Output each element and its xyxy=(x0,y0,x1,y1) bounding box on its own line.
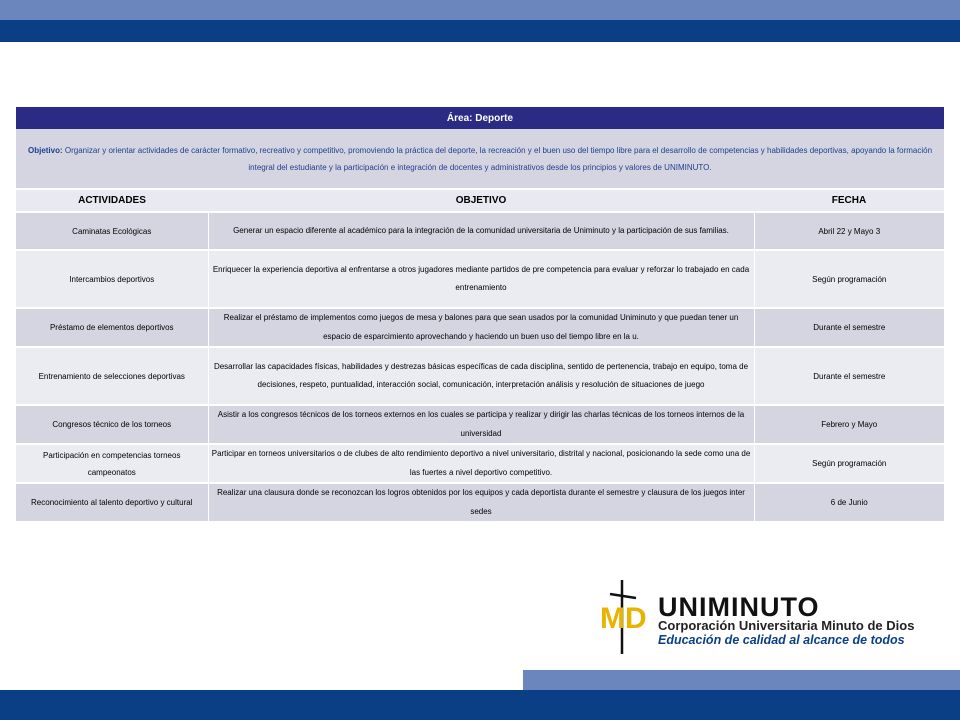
emblem-letters: MD xyxy=(600,602,647,635)
activity-cell: Participación en competencias torneos campeonatos xyxy=(16,444,208,483)
objective-label: Objetivo: xyxy=(27,145,63,155)
objective-text: Organizar y orientar actividades de carácter formativo, recreativo y competitivo, promoviendo la práctica del deporte, la recreación y el buen uso del tiempo libre para el desarrollo de competencias y habilidades deportivas, apoyando la formación integral del estudiante y la participación e integración de docentes y administrativos desde los principios y valores de UNIMINUTO. xyxy=(64,145,933,172)
logo-name: UNIMINUTO xyxy=(658,592,820,622)
table-row xyxy=(16,483,944,521)
table-row xyxy=(16,308,944,347)
logo-corporation: Corporación Universitaria Minuto de Dios xyxy=(658,618,915,633)
column-header-objetivo: OBJETIVO xyxy=(208,189,754,212)
logo-slogan: Educación de calidad al alcance de todos xyxy=(658,633,905,647)
date-cell: Durante el semestre xyxy=(754,308,944,347)
table-row xyxy=(16,212,944,250)
date-cell: Febrero y Mayo xyxy=(754,405,944,444)
activities-table xyxy=(16,107,944,521)
objective-cell: Desarrollar las capacidades físicas, habilidades y destrezas básicas específicas de cada disciplina, sentido de pertenencia, trabajo en equipo, toma de decisiones, respeto, puntualidad, interacción social, comunicación, interpretación análisis y resolución de situaciones de juego xyxy=(208,347,754,405)
objective-cell: Generar un espacio diferente al académico para la integración de la comunidad universitaria de Uniminuto y la participación de sus familias. xyxy=(208,212,754,250)
table-row xyxy=(16,250,944,308)
table-row xyxy=(16,405,944,444)
md-emblem-icon xyxy=(598,578,658,656)
activity-cell: Préstamo de elementos deportivos xyxy=(16,308,208,347)
table-row xyxy=(16,347,944,405)
objective-cell: Asistir a los congresos técnicos de los torneos externos en los cuales se participa y realizar y dirigir las charlas técnicas de los torneos internos de la universidad xyxy=(208,405,754,444)
date-cell: Según programación xyxy=(754,444,944,483)
activity-cell: Reconocimiento al talento deportivo y cultural xyxy=(16,483,208,521)
date-cell: Según programación xyxy=(754,250,944,308)
area-row xyxy=(16,107,944,129)
top-band-light xyxy=(0,0,960,20)
column-header-row xyxy=(16,189,944,212)
uniminuto-logo xyxy=(598,578,920,656)
date-cell: Durante el semestre xyxy=(754,347,944,405)
activity-cell: Intercambios deportivos xyxy=(16,250,208,308)
objective-cell: Realizar una clausura donde se reconozcan los logros obtenidos por los equipos y cada deportista durante el semestre y clausura de los juegos inter sedes xyxy=(208,483,754,521)
objective-cell: Participar en torneos universitarios o de clubes de alto rendimiento deportivo a nivel universitario, distrital y nacional, posicionando la sede como una de las fuertes a nivel deportivo competitivo. xyxy=(208,444,754,483)
objective-cell xyxy=(16,129,944,189)
area-title: Área: Deporte xyxy=(16,107,944,129)
table-row xyxy=(16,444,944,483)
activity-cell: Entrenamiento de selecciones deportivas xyxy=(16,347,208,405)
objective-cell: Enriquecer la experiencia deportiva al enfrentarse a otros jugadores mediante partidos de pre competencia para evaluar y reforzar lo trabajado en cada entrenamiento xyxy=(208,250,754,308)
column-header-actividades: ACTIVIDADES xyxy=(16,189,208,212)
bottom-band-light xyxy=(523,670,960,690)
column-header-fecha: FECHA xyxy=(754,189,944,212)
activity-cell: Caminatas Ecológicas xyxy=(16,212,208,250)
date-cell: Abril 22 y Mayo 3 xyxy=(754,212,944,250)
objective-cell: Realizar el préstamo de implementos como juegos de mesa y balones para que sean usados por la comunidad Uniminuto y que puedan tener un espacio de esparcimiento aprovechando y haciendo un buen uso del tiempo libre en la u. xyxy=(208,308,754,347)
objective-row xyxy=(16,129,944,189)
top-band-dark xyxy=(0,20,960,42)
activity-cell: Congresos técnico de los torneos xyxy=(16,405,208,444)
bottom-band-dark xyxy=(0,690,960,720)
date-cell: 6 de Junio xyxy=(754,483,944,521)
